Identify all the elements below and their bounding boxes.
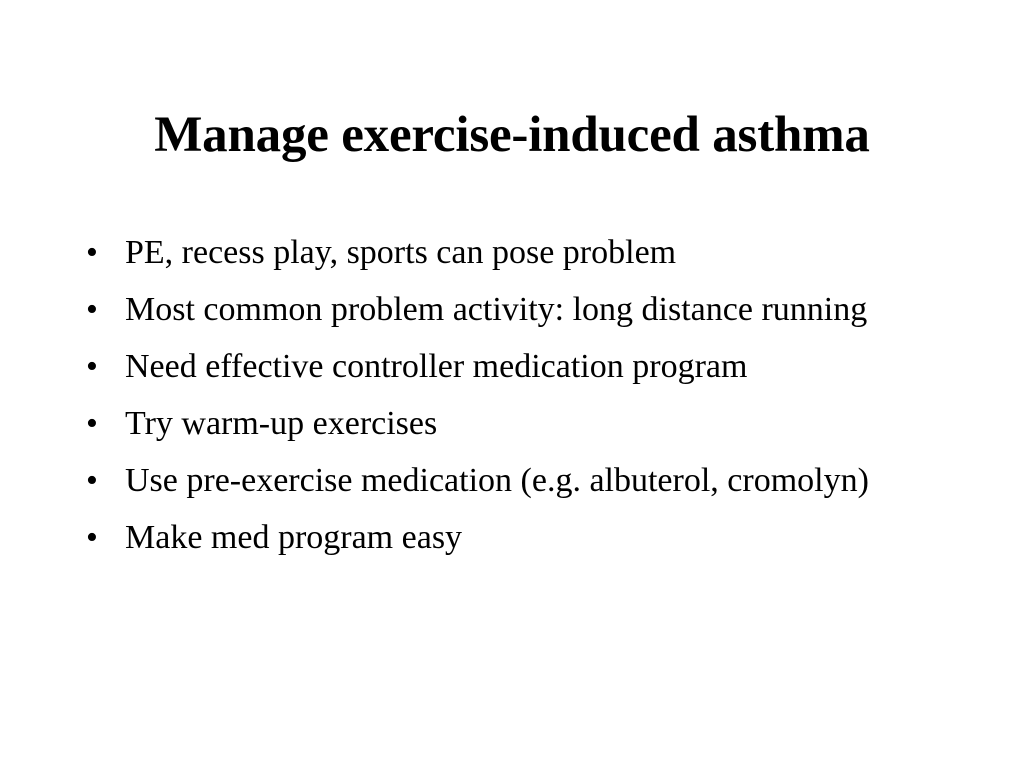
bullet-text: Need effective controller medication program: [125, 348, 748, 385]
bullet-text: Make med program easy: [125, 519, 463, 556]
bullet-icon: •: [86, 405, 98, 442]
bullet-icon: •: [86, 234, 98, 271]
bullet-icon: •: [86, 462, 98, 499]
bullet-item: [86, 515, 946, 561]
bullet-item: [86, 230, 946, 276]
bullet-text: Most common problem activity: long distance running: [125, 291, 868, 328]
bullet-item: [86, 287, 946, 333]
bullet-text: Try warm-up exercises: [125, 405, 438, 442]
bullet-list: [86, 230, 946, 572]
bullet-item: [86, 458, 946, 504]
bullet-icon: •: [86, 519, 98, 556]
bullet-text: PE, recess play, sports can pose problem: [125, 234, 677, 271]
bullet-icon: •: [86, 348, 98, 385]
bullet-icon: •: [86, 291, 98, 328]
slide-title: Manage exercise-induced asthma: [154, 107, 870, 163]
bullet-item: [86, 344, 946, 390]
bullet-item: [86, 401, 946, 447]
bullet-text: Use pre-exercise medication (e.g. albuterol, cromolyn): [125, 462, 869, 499]
